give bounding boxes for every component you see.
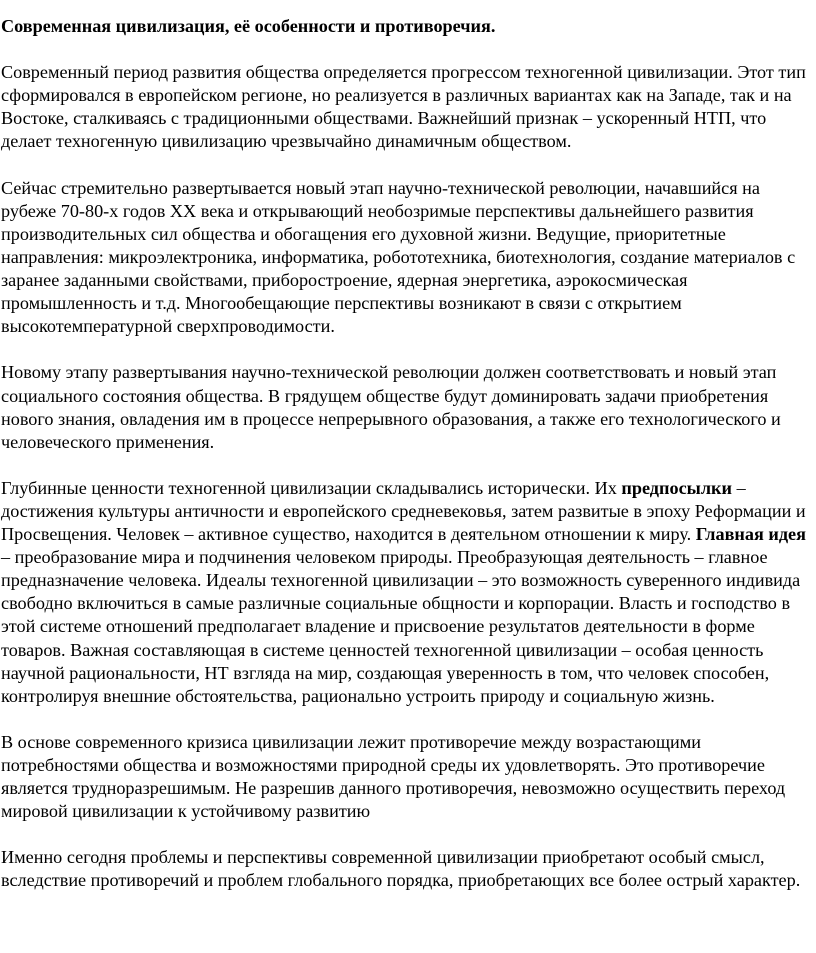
paragraph-scientific-revolution: Сейчас стремительно развертывается новый этап научно-технической революции, начавшийся на рубеже 70-80-х годов XX века и открывающий необозримые перспективы дальнейшего развития производительных сил общества и обогащения его духовной жизни. Ведущие, приоритетные направления: микроэлектроника, информатика, робототехника, биотехнология, создание материалов с заранее заданными свойствами, приборостроение, ядерная энергетика, аэрокосмическая промышленность и т.д. Многообещающие перспективы возникают в связи с открытием высокотемпературной сверхпроводимости. [1,177,796,337]
document-title: Современная цивилизация, её особенности и противоречия. [1,16,496,36]
bold-term-prerequisites: предпосылки [621,477,733,498]
paragraph-crisis: В основе современного кризиса цивилизации лежит противоречие между возрастающими потребностями общества и возможностями природной среды их удовлетворять. Это противоречие является трудноразрешимым. Не разрешив данного противоречия, невозможно осуществить переход мировой цивилизации к устойчивому развитию [1,731,786,822]
paragraph-deep-values-text-2: – достижения культуры античности и европейского средневековья, затем развитые в эпоху Реформации и Просвещения. Человек – активное существо, находится в деятельном отношении к миру. [1,477,806,545]
paragraph-problems-prospects: Именно сегодня проблемы и перспективы современной цивилизации приобретают особый смысл, вследствие противоречий и проблем глобального порядка, приобретающих все более острый характер. [1,847,801,891]
paragraph-deep-values-text-1: Глубинные ценности техногенной цивилизации складывались исторически. Их [1,477,622,498]
paragraph-social-stage: Новому этапу развертывания научно-технической революции должен соответствовать и новый этап социального состояния общества. В грядущем обществе будут доминировать задачи приобретения нового знания, овладения им в процессе непрерывного образования, а также его технологического и человеческого применения. [1,362,781,452]
bold-term-main-idea: Главная идея [695,524,806,545]
paragraph-technogenic-civilization: Современный период развития общества определяется прогрессом техногенной цивилизации. Этот тип сформировался в европейском регионе, но реализуется в различных вариантах как на Западе, так и на Востоке, сталкиваясь с традиционными обществами. Важнейший признак – ускоренный НТП, что делает техногенную цивилизацию чрезвычайно динамичным обществом. [1,62,806,152]
paragraph-deep-values [1,477,810,708]
paragraph-deep-values-text-3: – преобразование мира и подчинения человеком природы. Преобразующая деятельность – главное предназначение человека. Идеалы техногенной цивилизации – это возможность суверенного индивида свободно включиться в самые различные социальные общности и корпорации. Власть и господство в этой системе отношений предполагает владение и присвоение результатов деятельности в форме товаров. Важная составляющая в системе ценностей техногенной цивилизации – особая ценность научной рациональности, НТ взгляда на мир, создающая уверенность в том, что человек способен, контролируя внешние обстоятельства, рационально устроить природу и социальную жизнь. [1,547,801,706]
